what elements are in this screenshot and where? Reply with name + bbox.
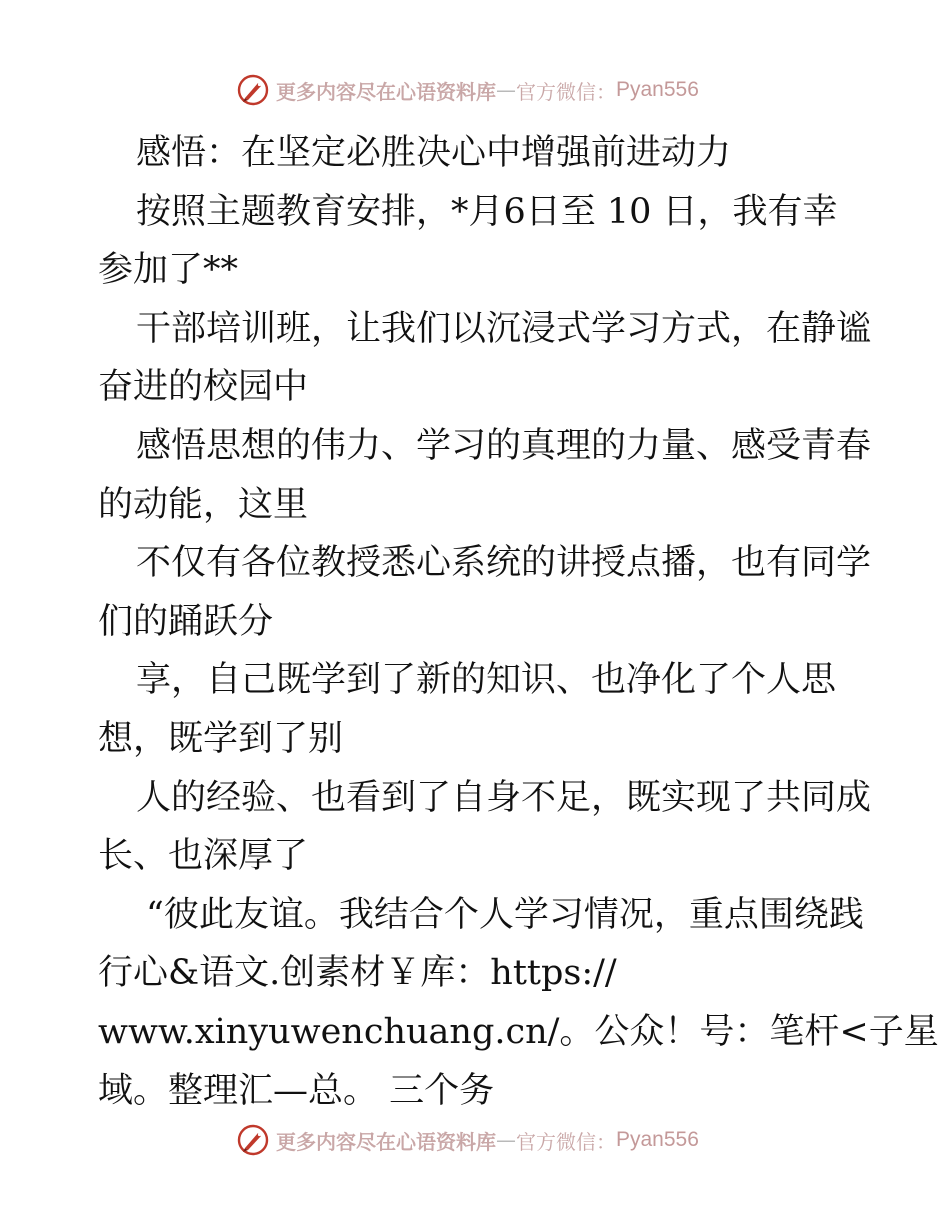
- footer-brand-text: 更多内容尽在心语资料库: [276, 1129, 496, 1154]
- paragraph-line: 参加了**: [98, 250, 239, 291]
- header-separator: —: [496, 78, 516, 102]
- paragraph-line: 奋进的校园中: [98, 367, 309, 408]
- pen-logo-icon: [236, 73, 270, 107]
- paragraph-line: 人的经验、也看到了自身不足，既实现了共同成: [136, 777, 872, 818]
- paragraph-line: 感悟思想的伟力、学习的真理的力量、感受青春: [136, 425, 872, 466]
- header-wechat-id: Pyan556: [616, 78, 699, 101]
- paragraph-line: 长、也深厚了: [98, 836, 309, 877]
- paragraph-line: 的动能，这里: [98, 484, 309, 525]
- paragraph-line: 行心&语文.创素材￥库：https://: [98, 953, 617, 994]
- paragraph-line: 享，自己既学到了新的知识、也净化了个人思: [136, 660, 837, 701]
- document-body: [98, 124, 939, 1120]
- header-watermark: [236, 70, 699, 110]
- paragraph-line: “彼此友谊。我结合个人学习情况，重点围绕践: [146, 894, 864, 935]
- paragraph-line: 不仅有各位教授悉心系统的讲授点播，也有同学: [136, 543, 872, 584]
- paragraph-line: 域。整理汇—总。 三个务: [98, 1070, 495, 1111]
- paragraph-line: www.xinyuwenchuang.cn/。公众！号：笔杆<子星: [98, 1011, 939, 1052]
- paragraph-line: 干部培训班，让我们以沉浸式学习方式，在静谧: [136, 308, 872, 349]
- document-title: 感悟：在坚定必胜决心中增强前进动力: [136, 133, 732, 173]
- paragraph-line: 想，既学到了别: [98, 718, 344, 759]
- paragraph-line: 按照主题教育安排，*月6日至 10 日，我有幸: [136, 191, 838, 232]
- footer-separator: —: [496, 1128, 516, 1152]
- footer-watermark: [236, 1120, 699, 1160]
- header-brand-text: 更多内容尽在心语资料库: [276, 79, 496, 104]
- footer-wechat-label: 官方微信：: [516, 1129, 616, 1154]
- footer-wechat-id: Pyan556: [616, 1128, 699, 1151]
- paragraph-line: 们的踊跃分: [98, 601, 274, 642]
- pen-logo-icon: [236, 1123, 270, 1157]
- header-wechat-label: 官方微信：: [516, 79, 616, 104]
